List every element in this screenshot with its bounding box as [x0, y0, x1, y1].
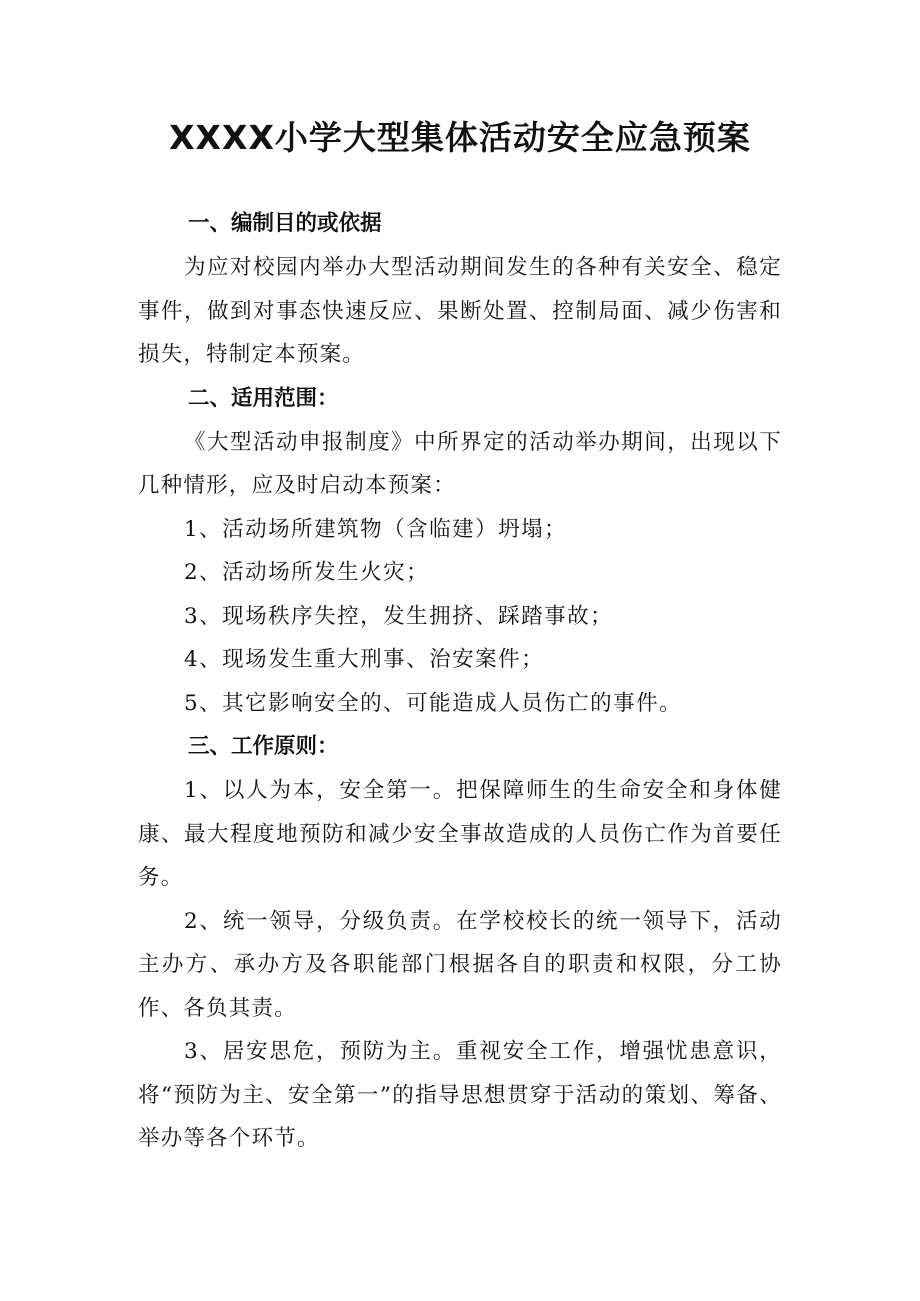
list-item: 5、其它影响安全的、可能造成人员伤亡的事件。 [184, 690, 683, 716]
list-item: 2、活动场所发生火灾； [184, 560, 430, 585]
principle-paragraph-1: 1、以人为本，安全第一。把保障师生的生命安全和身体健康、最大程度地预防和减少安全事故造成的人员伤亡作为首要任务。 [138, 778, 782, 890]
principle-paragraph-2: 2、统一领导，分级负责。在学校校长的统一领导下，活动主办方、承办方及各职能部门根据各自的职责和权限，分工协作、各负其责。 [138, 908, 782, 1021]
list-item: 1、活动场所建筑物（含临建）坍塌； [184, 516, 568, 542]
list-item: 3、现场秩序失控，发生拥挤、踩踏事故； [184, 603, 614, 629]
page-title: XXXX小学大型集体活动安全应急预案 [169, 118, 751, 157]
principle-paragraph-3: 3、居安思危，预防为主。重视安全工作，增强忧患意识，将“预防为主、安全第一”的指导思想贯穿于活动的策划、筹备、举办等各个环节。 [138, 1039, 782, 1151]
section-heading-2: 二、适用范围： [188, 385, 339, 411]
list-item: 4、现场发生重大刑事、治安案件； [184, 647, 545, 672]
paragraph-scope: 《大型活动申报制度》中所界定的活动举办期间，出现以下几种情形，应及时启动本预案： [138, 429, 782, 498]
section-heading-3: 三、工作原则： [188, 734, 339, 759]
document-body [138, 202, 782, 1161]
section-heading-1: 一、编制目的或依据 [188, 211, 382, 236]
paragraph-purpose: 为应对校园内举办大型活动期间发生的各种有关安全、稳定事件，做到对事态快速反应、果断处置、控制局面、减少伤害和损失，特制定本预案。 [138, 255, 782, 367]
